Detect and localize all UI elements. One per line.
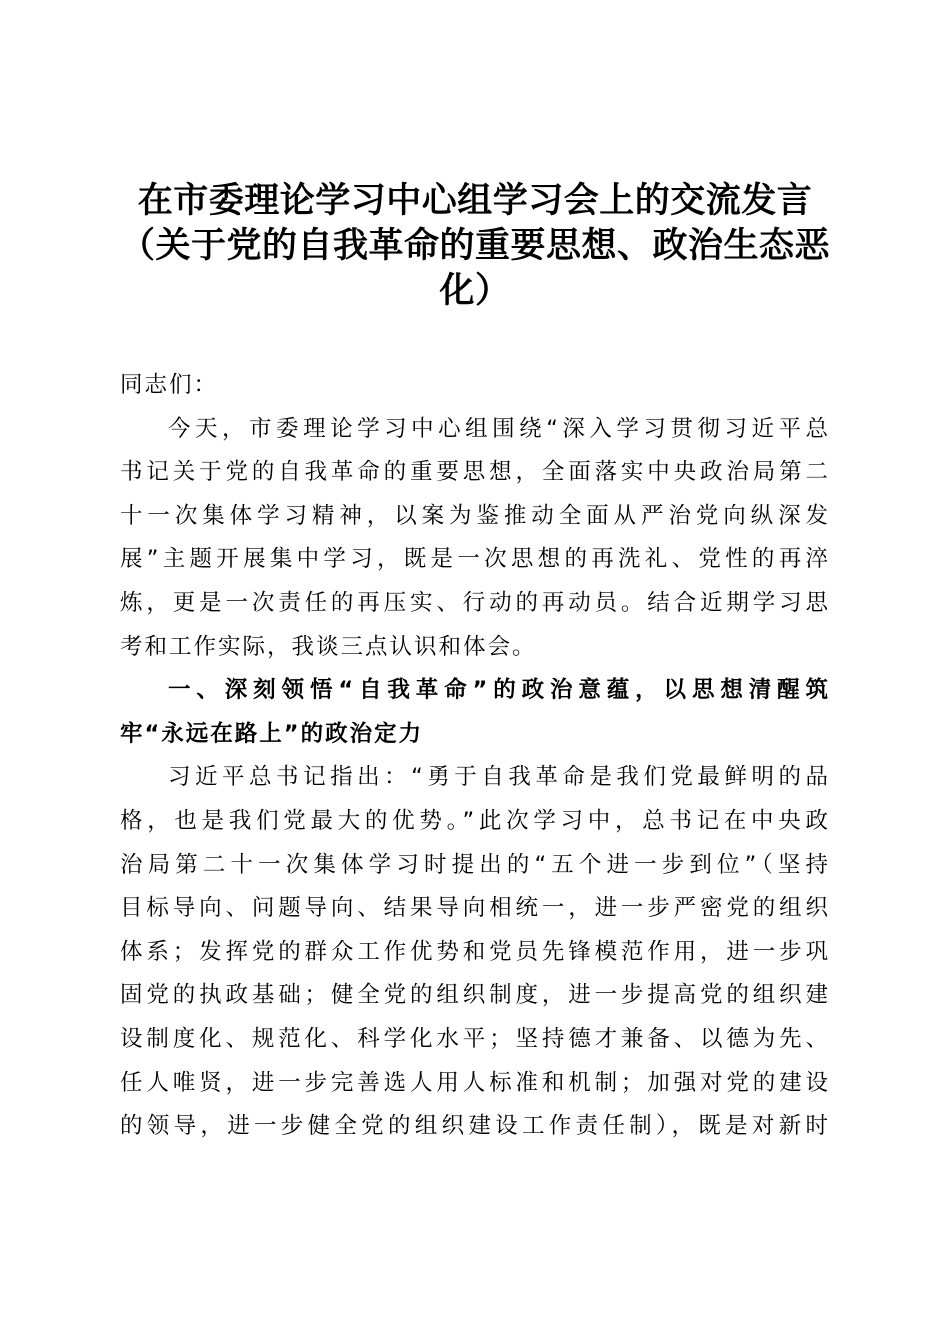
- paragraph-line: 展”主题开展集中学习，既是一次思想的再洗礼、党性的再淬: [120, 546, 830, 573]
- section-heading-1: [120, 669, 830, 756]
- paragraph-line: 固党的执政基础；健全党的组织制度，进一步提高党的组织建: [120, 982, 830, 1009]
- paragraph-line: 十一次集体学习精神，以案为鉴推动全面从严治党向纵深发: [120, 502, 830, 529]
- paragraph-line: 考和工作实际，我谈三点认识和体会。: [120, 633, 537, 660]
- paragraph-line: 炼，更是一次责任的再压实、行动的再动员。结合近期学习思: [120, 589, 830, 616]
- paragraph-line: 的领导，进一步健全党的组织建设工作责任制），既是对新时: [120, 1113, 830, 1140]
- heading-line: 一、深刻领悟“自我革命”的政治意蕴，以思想清醒筑: [168, 677, 830, 704]
- paragraph-line: 设制度化、规范化、科学化水平；坚持德才兼备、以德为先、: [120, 1025, 830, 1052]
- paragraph-line: 治局第二十一次集体学习时提出的“五个进一步到位”（坚持: [120, 851, 830, 878]
- paragraph-line: 习近平总书记指出：“勇于自我革命是我们党最鲜明的品: [168, 764, 830, 791]
- paragraph-line: 今天，市委理论学习中心组围绕“深入学习贯彻习近平总: [168, 415, 830, 442]
- paragraph-line: 目标导向、问题导向、结果导向相统一，进一步严密党的组织: [120, 895, 830, 922]
- paragraph-line: 书记关于党的自我革命的重要思想，全面落实中央政治局第二: [120, 459, 830, 486]
- title-line-2: （关于党的自我革命的重要思想、政治生态恶: [119, 225, 830, 266]
- greeting: 同志们：: [120, 372, 219, 398]
- paragraph-line: 体系；发挥党的群众工作优势和党员先锋模范作用，进一步巩: [120, 938, 830, 965]
- paragraph-line: 任人唯贤，进一步完善选人用人标准和机制；加强对党的建设: [120, 1069, 830, 1096]
- title-line-3: 化）: [439, 270, 511, 311]
- title-line-1: 在市委理论学习中心组学习会上的交流发言: [137, 180, 813, 221]
- document-body: [120, 364, 830, 1149]
- paragraph-intro: [120, 408, 830, 670]
- paragraph-section-1: [120, 756, 830, 1148]
- heading-line: 牢“永远在路上”的政治定力: [120, 720, 424, 747]
- paragraph-line: 格，也是我们党最大的优势。”此次学习中，总书记在中央政: [120, 807, 830, 834]
- document-title: [100, 178, 850, 313]
